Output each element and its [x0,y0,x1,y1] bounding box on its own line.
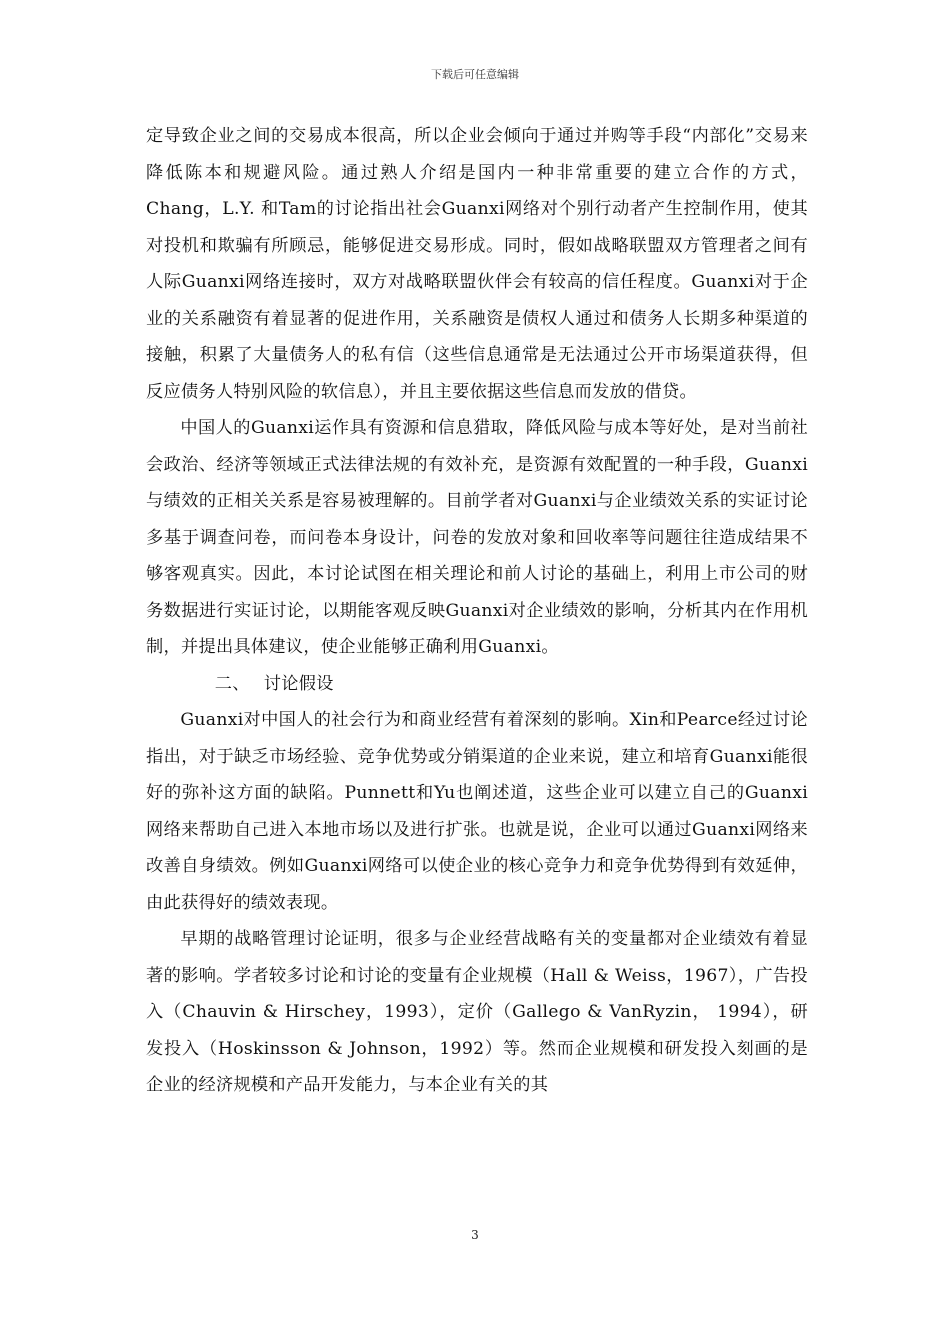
paragraph-2: 中国人的Guanxi运作具有资源和信息猎取，降低风险与成本等好处，是对当前社会政治、经济等领域正式法律法规的有效补充，是资源有效配置的一种手段，Guanxi与绩效的正相关关系是容易被理解的。目前学者对Guanxi与企业绩效关系的实证讨论多基于调查问卷，而问卷本身设计，问卷的发放对象和回收率等问题往往造成结果不够客观真实。因此，本讨论试图在相关理论和前人讨论的基础上，利用上市公司的财务数据进行实证讨论，以期能客观反映Guanxi对企业绩效的影响，分析其内在作用机制，并提出具体建议，使企业能够正确利用Guanxi。 [146,418,808,657]
paragraph-4: 早期的战略管理讨论证明，很多与企业经营战略有关的变量都对企业绩效有着显著的影响。学者较多讨论和讨论的变量有企业规模（Hall & Weiss，1967），广告投入（Chauvin & Hirschey，1993），定价（Gallego & VanRyzin， 1994），研发投入（Hoskinsson & Johnson，1992）等。然而企业规模和研发投入刻画的是企业的经济规模和产品开发能力，与本企业有关的其 [146,929,808,1095]
section-number: 二、 [214,673,250,694]
section-heading [146,666,808,703]
page-header: 下载后可任意编辑 [431,68,519,81]
page-number: 3 [471,1228,479,1242]
section-title: 讨论假设 [263,673,334,694]
paragraph-3: Guanxi对中国人的社会行为和商业经营有着深刻的影响。Xin和Pearce经过讨论指出，对于缺乏市场经验、竞争优势或分销渠道的企业来说，建立和培育Guanxi能很好的弥补这方面的缺陷。Punnett和Yu也阐述道，这些企业可以建立自己的Guanxi网络来帮助自己进入本地市场以及进行扩张。也就是说，企业可以通过Guanxi网络来改善自身绩效。例如Guanxi网络可以使企业的核心竞争力和竞争优势得到有效延伸，由此获得好的绩效表现。 [146,710,808,913]
document-body [146,118,808,1104]
paragraph-1: 定导致企业之间的交易成本很高，所以企业会倾向于通过并购等手段“内部化”交易来降低陈本和规避风险。通过熟人介绍是国内一种非常重要的建立合作的方式，Chang，L.Y. 和Tam的讨论指出社会Guanxi网络对个别行动者产生控制作用，使其对投机和欺骗有所顾忌，能够促进交易形成。同时，假如战略联盟双方管理者之间有人际Guanxi网络连接时，双方对战略联盟伙伴会有较高的信任程度。Guanxi对于企业的关系融资有着显著的促进作用，关系融资是债权人通过和债务人长期多种渠道的接触，积累了大量债务人的私有信（这些信息通常是无法通过公开市场渠道获得，但反应债务人特别风险的软信息），并且主要依据这些信息而发放的借贷。 [146,126,808,402]
